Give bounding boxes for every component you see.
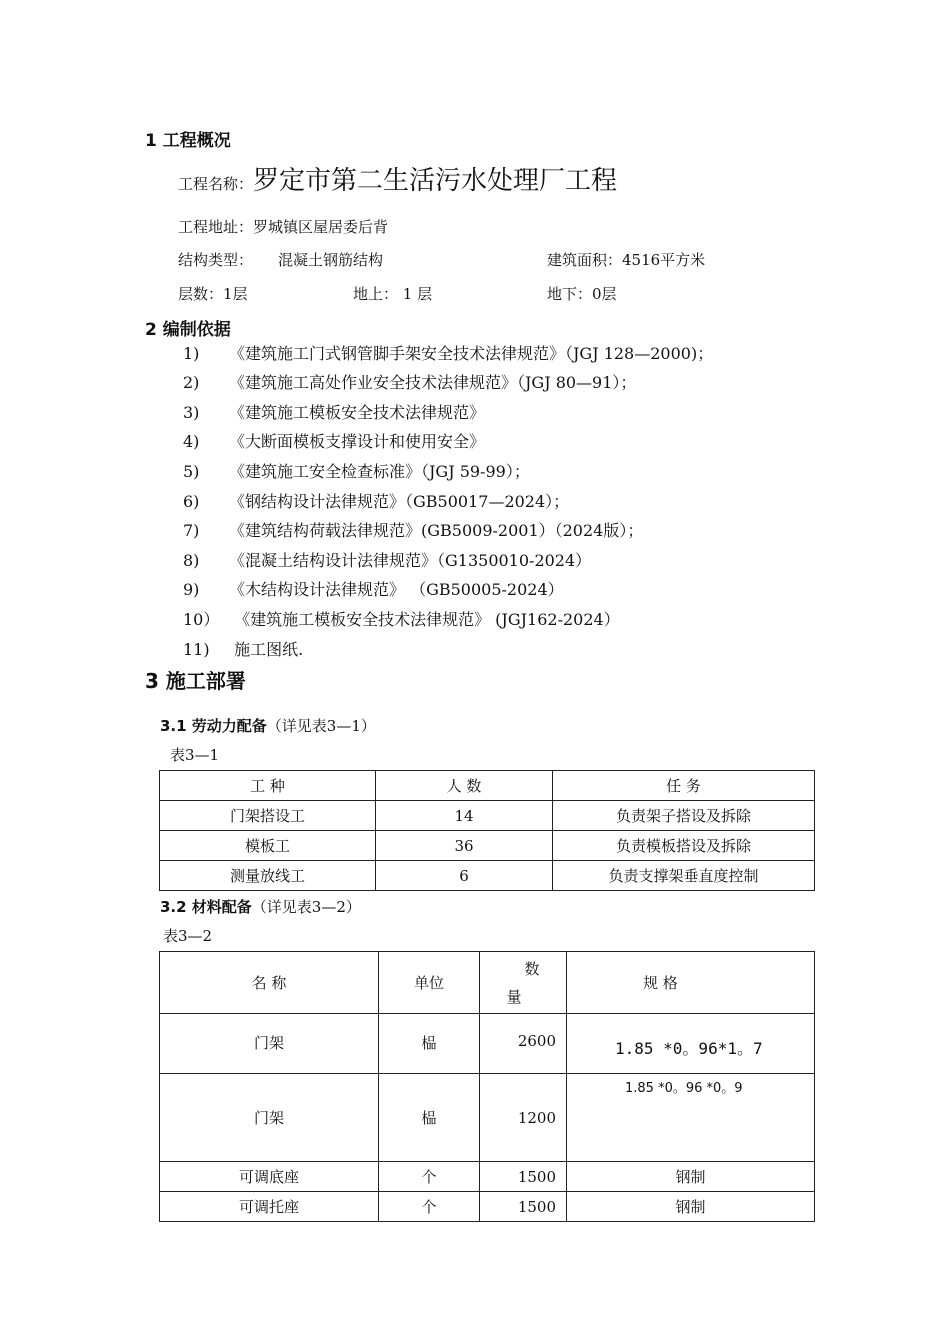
reference-text: 《建筑施工高处作业安全技术法律规范》（JGJ 80—91）； [229,373,637,392]
table-cell: 1500 [480,1192,567,1222]
table-cell: 2600 [480,1014,567,1074]
reference-text: 《建筑施工安全检查标准》（JGJ 59-99）； [229,462,530,481]
table-header-cell-quantity [480,952,567,1014]
table1-label: 表3—1 [170,746,220,764]
reference-number: 10） [183,610,220,629]
table-cell: 钢制 [567,1192,815,1222]
reference-text: 《建筑施工模板安全技术法律规范》 (JGJ162-2024） [229,610,620,629]
floors-below: 地下：0层 [547,285,617,303]
reference-text: 《大断面模板支撑设计和使用安全》 [229,432,486,451]
section1-heading: 1 工程概况 [145,131,231,151]
table-cell: 负责支撑架垂直度控制 [553,861,815,891]
material-table [159,951,815,1222]
table-cell: 个 [379,1162,480,1192]
table-cell: 榀 [379,1074,480,1162]
reference-item [183,429,485,452]
reference-number: 7) [183,521,200,540]
table-row [160,1192,815,1222]
reference-number: 2) [183,373,200,392]
table-cell: 1500 [480,1162,567,1192]
table-header-cell: 工 种 [160,771,376,801]
table-header-row [160,771,815,801]
reference-text: 《建筑结构荷载法律规范》(GB5009-2001）（2024版）； [229,521,644,540]
project-name-value: 罗定市第二生活污水处理厂工程 [253,166,618,196]
material-subheading-note: （详见表3—2） [251,898,361,916]
reference-text: 《钢结构设计法律规范》（GB50017—2024）； [229,492,570,511]
reference-item [183,459,530,482]
project-name-line [178,160,617,197]
table-row [160,1074,815,1162]
reference-number: 4) [183,432,200,451]
table-cell: 门架搭设工 [160,801,376,831]
table-cell: 负责模板搭设及拆除 [553,831,815,861]
section3-heading: 3 施工部署 [145,669,246,693]
table-cell: 可调底座 [160,1162,379,1192]
reference-text: 《建筑施工模板安全技术法律规范》 [229,403,486,422]
floors-above: 地上： 1 层 [353,285,433,303]
reference-number: 5) [183,462,200,481]
reference-item [183,637,303,660]
reference-number: 3) [183,403,200,422]
table-header-row [160,952,815,1014]
reference-number: 9) [183,580,200,599]
reference-item [183,548,591,571]
table-cell: 门架 [160,1074,379,1162]
building-area: 建筑面积：4516平方米 [547,251,706,269]
reference-item [183,489,569,512]
table-row [160,1162,815,1192]
reference-text: 《建筑施工门式钢管脚手架安全技术法律规范》（JGJ 128—2000)； [229,344,714,363]
floor-count: 层数：1层 [178,285,248,303]
table-cell: 个 [379,1192,480,1222]
labor-table [159,770,815,891]
table-header-cell: 人 数 [376,771,553,801]
quantity-header-line1: 数 [524,959,540,978]
table-cell: 可调托座 [160,1192,379,1222]
table-cell: 1.85 *0。96 *0。9 [567,1074,815,1162]
material-subheading-title: 3.2 材料配备 [160,898,252,916]
table-cell: 6 [376,861,553,891]
reference-number: 8) [183,551,200,570]
labor-subheading-note: （详见表3—1） [266,717,376,735]
reference-item [183,341,713,364]
structure-type-value: 混凝土钢筋结构 [278,251,384,269]
reference-item [183,518,643,541]
table-header-cell: 规 格 [567,952,815,1014]
material-subheading [160,896,361,917]
reference-text: 《木结构设计法律规范》 （GB50005-2024） [229,580,564,599]
reference-text: 《混凝土结构设计法律规范》（G1350010-2024） [229,551,592,570]
project-name-label: 工程名称： [178,175,254,193]
reference-item [183,370,636,393]
table-cell: 门架 [160,1014,379,1074]
structure-type-label: 结构类型： [178,251,254,269]
reference-number: 11) [183,640,210,659]
table-cell: 测量放线工 [160,861,376,891]
table-row [160,831,815,861]
reference-item [183,400,485,423]
labor-subheading-title: 3.1 劳动力配备 [160,717,267,735]
section2-heading: 2 编制依据 [145,320,231,340]
table-header-cell: 名 称 [160,952,379,1014]
table-cell: 36 [376,831,553,861]
reference-item [183,577,564,600]
table-row [160,861,815,891]
table-cell: 1200 [480,1074,567,1162]
table-cell: 钢制 [567,1162,815,1192]
table-header-cell: 任 务 [553,771,815,801]
project-address: 工程地址：罗城镇区屋居委后背 [178,218,389,236]
table-cell: 负责架子搭设及拆除 [553,801,815,831]
table-header-cell: 单位 [379,952,480,1014]
quantity-header-line2: 量 [506,987,522,1006]
reference-number: 6) [183,492,200,511]
table-cell: 1.85 *0。96*1。7 [567,1014,815,1074]
table-row [160,801,815,831]
table-cell: 14 [376,801,553,831]
table2-label: 表3—2 [163,927,213,945]
table-cell: 模板工 [160,831,376,861]
table-cell: 榀 [379,1014,480,1074]
reference-number: 1) [183,344,200,363]
reference-item [183,607,620,630]
table-row [160,1014,815,1074]
labor-subheading [160,715,376,736]
reference-text: 施工图纸. [229,640,304,659]
